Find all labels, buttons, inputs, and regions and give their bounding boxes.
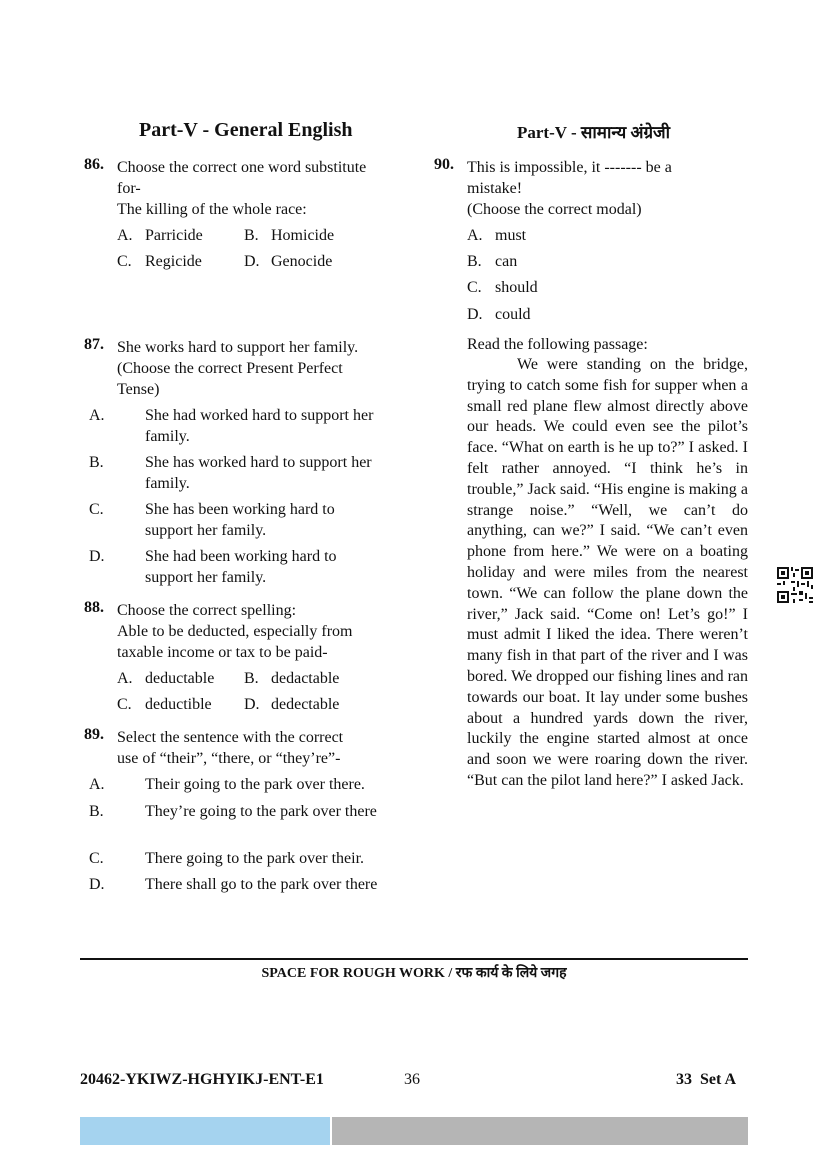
option-c[interactable] <box>89 848 407 869</box>
question-line: She works hard to support her family. <box>117 339 359 356</box>
qr-code-icon <box>775 565 815 605</box>
option-a[interactable] <box>89 405 387 447</box>
question-number: 87. <box>84 336 104 353</box>
option-text: They’re going to the park over there <box>145 803 377 820</box>
passage-heading: Read the following passage: <box>467 336 648 353</box>
question-89-text <box>117 727 412 769</box>
option-text: There shall go to the park over there <box>145 876 378 893</box>
option-text: could <box>495 306 531 323</box>
option-text: must <box>495 227 527 244</box>
option-d[interactable] <box>467 304 531 325</box>
right-section-title: Part-V - सामान्य अंग्रेजी <box>517 123 671 142</box>
question-line: taxable income or tax to be paid- <box>117 644 328 661</box>
option-label: B. <box>244 670 259 687</box>
option-label: A. <box>117 670 133 687</box>
set-number: 33 <box>676 1071 692 1088</box>
divider-line <box>80 958 748 960</box>
question-88-text <box>117 600 412 663</box>
option-b[interactable] <box>467 251 517 272</box>
question-line: This is impossible, it ------- be a <box>467 159 672 176</box>
option-d[interactable] <box>89 546 377 588</box>
option-text: can <box>495 253 518 270</box>
option-label: C. <box>89 850 104 867</box>
option-text: dedactable <box>271 670 340 687</box>
option-a[interactable] <box>89 774 407 795</box>
question-line: Select the sentence with the correct <box>117 729 344 746</box>
option-text: She has worked hard to support her family. <box>145 454 372 492</box>
option-label: D. <box>89 548 105 565</box>
option-c[interactable] <box>117 694 212 715</box>
option-label: C. <box>117 696 132 713</box>
option-d[interactable] <box>244 251 332 272</box>
option-label: D. <box>467 306 483 323</box>
footer-bar-blue <box>80 1117 330 1145</box>
question-90-text <box>467 157 752 220</box>
set-label: Set A <box>700 1071 736 1088</box>
paper-code: 20462-YKIWZ-HGHYIKJ-ENT-E1 <box>80 1071 324 1088</box>
option-b[interactable] <box>89 452 387 494</box>
option-text: deductable <box>145 670 215 687</box>
passage-text: We were standing on the bridge, trying to catch some fish for supper when a small red plane flew almost directly above our heads. We could even see the pilot’s face. “What on earth is he up to?” I asked. I felt rather annoyed. “I think he’s in trouble,” Jack said. “His engine is making a strange noise.” “Well, we can’t do anything, can we?” I said. “We can’t even phone from here.” We were on a boating holiday and were miles from the nearest town. “We can follow the plane down the river,” Jack said. “Come on! Let’s go!” I must admit I liked the idea. There weren’t many fish in that part of the river and I was bored. We dropped our fishing lines and ran towards our boat. It lay under some bushes about a hundred yards down the river, luckily the engine started almost at once and soon we were roaring down the river. “But can the pilot land here?” I asked Jack. <box>467 356 749 789</box>
page-number: 36 <box>404 1071 420 1088</box>
question-line: Choose the correct spelling: <box>117 602 297 619</box>
option-text: Their going to the park over there. <box>145 776 365 793</box>
option-c[interactable] <box>89 499 372 541</box>
question-number: 90. <box>434 156 454 173</box>
option-text: She had been working hard to support her family. <box>145 548 337 586</box>
option-label: D. <box>244 696 260 713</box>
passage-body <box>467 355 748 792</box>
option-label: B. <box>89 454 104 471</box>
option-c[interactable] <box>117 251 202 272</box>
question-line: use of “their”, “there, or “they’re”- <box>117 750 341 767</box>
option-text: There going to the park over their. <box>145 850 365 867</box>
option-label: C. <box>89 501 104 518</box>
option-label: C. <box>467 279 482 296</box>
question-line: The killing of the whole race: <box>117 201 307 218</box>
option-text: Regicide <box>145 253 202 270</box>
option-label: B. <box>244 227 259 244</box>
option-label: D. <box>244 253 260 270</box>
footer-bar-grey <box>332 1117 748 1145</box>
option-label: B. <box>89 803 104 820</box>
question-line: Choose the correct one word substitute <box>117 159 367 176</box>
question-86-text <box>117 157 412 220</box>
option-text: should <box>495 279 538 296</box>
option-label: C. <box>117 253 132 270</box>
option-a[interactable] <box>467 225 526 246</box>
question-number: 89. <box>84 726 104 743</box>
option-label: A. <box>89 776 105 793</box>
question-number: 88. <box>84 599 104 616</box>
option-label: A. <box>117 227 133 244</box>
question-line: mistake! <box>467 180 523 197</box>
question-87-text <box>117 337 412 400</box>
option-d[interactable] <box>89 874 379 895</box>
option-c[interactable] <box>467 277 538 298</box>
option-label: A. <box>89 407 105 424</box>
option-label: D. <box>89 876 105 893</box>
option-b[interactable] <box>244 225 334 246</box>
question-line: for- <box>117 180 141 197</box>
option-text: Genocide <box>271 253 333 270</box>
set-info <box>676 1071 736 1089</box>
option-a[interactable] <box>117 225 203 246</box>
question-line: (Choose the correct Present Perfect <box>117 360 343 377</box>
option-a[interactable] <box>117 668 214 689</box>
option-text: Homicide <box>271 227 335 244</box>
option-text: She has been working hard to support her family. <box>145 501 335 539</box>
rough-work-label: SPACE FOR ROUGH WORK / रफ कार्य के लिये जगह <box>261 966 567 981</box>
option-label: A. <box>467 227 483 244</box>
question-line: Tense) <box>117 381 160 398</box>
option-text: Parricide <box>145 227 203 244</box>
option-b[interactable] <box>244 668 339 689</box>
option-label: B. <box>467 253 482 270</box>
option-b[interactable] <box>89 801 379 822</box>
question-line: Able to be deducted, especially from <box>117 623 353 640</box>
left-section-title: Part-V - General English <box>139 119 353 141</box>
question-number: 86. <box>84 156 104 173</box>
option-text: dedectable <box>271 696 340 713</box>
option-text: She had worked hard to support her family. <box>145 407 374 445</box>
option-text: deductible <box>145 696 212 713</box>
question-line: (Choose the correct modal) <box>467 201 642 218</box>
option-d[interactable] <box>244 694 339 715</box>
